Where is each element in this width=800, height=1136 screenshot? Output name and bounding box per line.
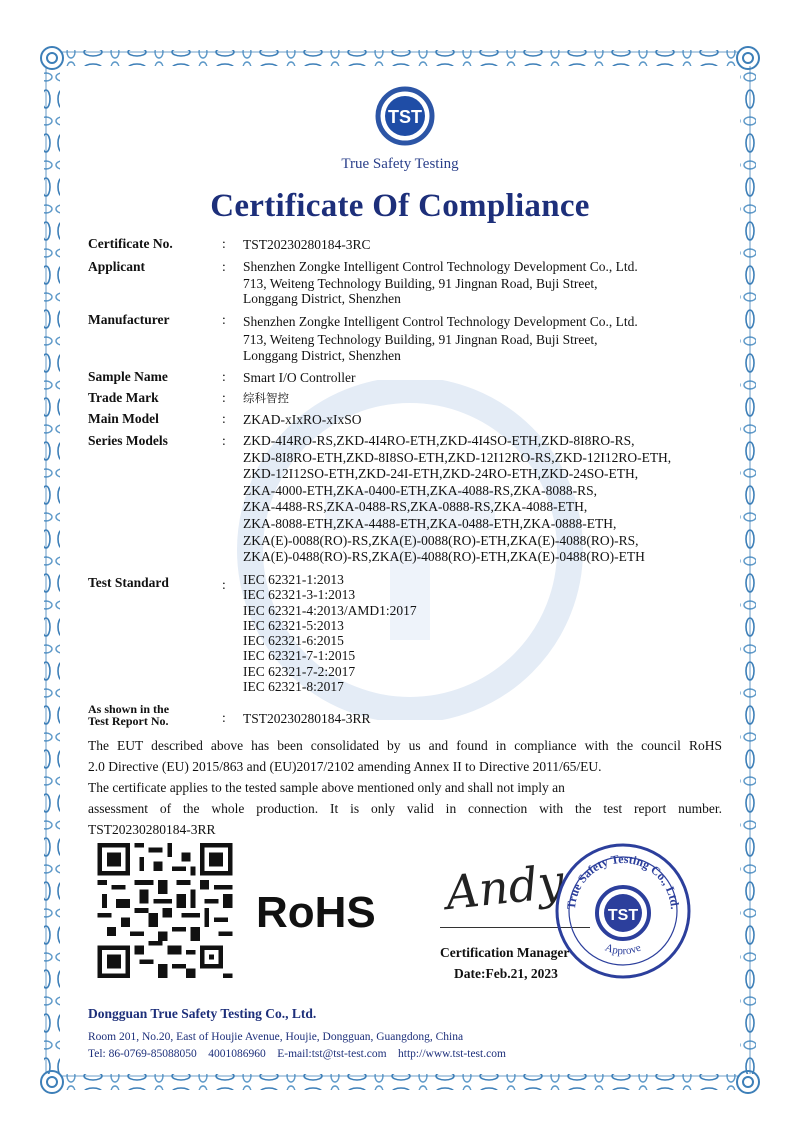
test-standard-line: IEC 62321-7-1:2015 xyxy=(243,648,356,664)
approval-stamp xyxy=(553,841,693,981)
colon: : xyxy=(222,577,226,592)
brand-name: True Safety Testing xyxy=(341,156,459,172)
test-standard-line: IEC 62321-4:2013/AMD1:2017 xyxy=(243,602,417,618)
applicant-line: Shenzhen Zongke Intelligent Control Technology Development Co., Ltd. xyxy=(243,259,638,274)
series-models-line: ZKA(E)-0488(RO)-RS,ZKA(E)-4088(RO)-ETH,ZKA(E)-0488(RO)-ETH xyxy=(243,549,645,565)
test-standard-line: IEC 62321-8:2017 xyxy=(243,679,344,695)
certificate-no-label: Certificate No. xyxy=(88,236,173,251)
statement-line: TST20230280184-3RR xyxy=(88,822,216,837)
colon: : xyxy=(222,433,226,448)
colon: : xyxy=(222,236,226,251)
manufacturer-line: Longgang District, Shenzhen xyxy=(243,347,401,363)
test-standard-line: IEC 62321-5:2013 xyxy=(243,617,344,633)
test-standard-label: Test Standard xyxy=(88,575,169,590)
applicant-label: Applicant xyxy=(88,259,146,274)
manufacturer-value xyxy=(243,312,638,363)
series-models-line: ZKA(E)-0088(RO)-RS,ZKA(E)-0088(RO)-ETH,ZKA(E)-4088(RO)-RS, xyxy=(243,532,639,548)
stamp-bottom-text: Approve xyxy=(603,941,643,958)
applicant-line: Longgang District, Shenzhen xyxy=(243,291,401,307)
colon: : xyxy=(222,411,226,426)
trade-mark-value: 综科智控 xyxy=(243,391,289,405)
test-standard-line: IEC 62321-6:2015 xyxy=(243,633,344,649)
trade-mark-label: Trade Mark xyxy=(88,390,159,405)
qr-code xyxy=(95,843,235,978)
rohs-mark: RoHS xyxy=(256,888,376,937)
sample-name-value: Smart I/O Controller xyxy=(243,370,356,385)
signature-text: Andy xyxy=(443,854,567,920)
main-model-label: Main Model xyxy=(88,411,159,426)
test-standard-line: IEC 62321-3-1:2013 xyxy=(243,587,356,603)
series-models-value xyxy=(243,433,671,566)
series-models-line: ZKD-4I4RO-RS,ZKD-4I4RO-ETH,ZKD-4I4SO-ETH,ZKD-8I8RO-RS, xyxy=(243,433,635,448)
applicant-value xyxy=(243,259,638,306)
certificate-date: Date:Feb.21, 2023 xyxy=(454,966,558,981)
colon: : xyxy=(222,369,226,384)
compliance-statement xyxy=(88,735,722,840)
test-report-value: TST20230280184-3RR xyxy=(243,711,371,726)
sample-name-label: Sample Name xyxy=(88,369,168,384)
series-models-line: ZKA-8088-ETH,ZKA-4488-ETH,ZKA-0488-ETH,ZKA-0888-ETH, xyxy=(243,515,617,531)
logo-text: TST xyxy=(388,107,422,127)
test-standard-value xyxy=(243,572,417,694)
company-contact: Tel: 86-0769-85088050 4001086960 E-mail:tst@tst-test.com http://www.tst-test.com xyxy=(88,1048,506,1060)
applicant-line: 713, Weiteng Technology Building, 91 Jingnan Road, Buji Street, xyxy=(243,275,598,291)
role-label: Certification Manager xyxy=(440,945,570,960)
test-report-label-line2: Test Report No. xyxy=(88,714,169,728)
manufacturer-line: Shenzhen Zongke Intelligent Control Technology Development Co., Ltd. xyxy=(243,314,638,329)
test-standard-line: IEC 62321-7-2:2017 xyxy=(243,663,356,679)
statement-line: assessment of the whole production. It is only valid in connection with the test report number. xyxy=(88,801,722,816)
colon: : xyxy=(222,312,226,327)
series-models-line: ZKA-4000-ETH,ZKA-0400-ETH,ZKA-4088-RS,ZKA-8088-RS, xyxy=(243,482,597,498)
colon: : xyxy=(222,710,226,725)
statement-line: The EUT described above has been consolidated by us and found in compliance with the council RoHS xyxy=(88,738,722,753)
series-models-line: ZKA-4488-RS,ZKA-0488-RS,ZKA-0888-RS,ZKA-4088-ETH, xyxy=(243,499,588,515)
test-report-label-line1: As shown in the xyxy=(88,702,170,716)
series-models-line: ZKD-8I8RO-ETH,ZKD-8I8SO-ETH,ZKD-12I12RO-RS,ZKD-12I12RO-ETH, xyxy=(243,449,672,465)
series-models-line: ZKD-12I12SO-ETH,ZKD-24I-ETH,ZKD-24RO-ETH,ZKD-24SO-ETH, xyxy=(243,466,639,482)
certificate-title: Certificate Of Compliance xyxy=(210,188,590,224)
stamp-top-text: True Safety Testing Co., Ltd. xyxy=(563,851,682,910)
test-standard-line: IEC 62321-1:2013 xyxy=(243,572,344,587)
series-models-label: Series Models xyxy=(88,433,168,448)
statement-line: The certificate applies to the tested sample above mentioned only and shall not imply an xyxy=(88,780,565,795)
colon: : xyxy=(222,259,226,274)
main-model-value: ZKAD-xIxRO-xIxSO xyxy=(243,412,362,427)
company-name: Dongguan True Safety Testing Co., Ltd. xyxy=(88,1006,317,1021)
tst-logo-icon xyxy=(375,86,435,146)
manufacturer-line: 713, Weiteng Technology Building, 91 Jingnan Road, Buji Street, xyxy=(243,332,598,347)
test-report-label xyxy=(88,703,169,727)
colon: : xyxy=(222,390,226,405)
stamp-logo-text: TST xyxy=(607,907,639,924)
statement-line: 2.0 Directive (EU) 2015/863 and (EU)2017/2102 amending Annex II to Directive 2011/65/EU. xyxy=(88,759,602,774)
manufacturer-label: Manufacturer xyxy=(88,312,170,327)
company-contact-block xyxy=(88,1029,506,1063)
certificate-no-value: TST20230280184-3RC xyxy=(243,237,371,252)
company-address: Room 201, No.20, East of Houjie Avenue, Houjie, Dongguan, Guangdong, China xyxy=(88,1031,464,1043)
